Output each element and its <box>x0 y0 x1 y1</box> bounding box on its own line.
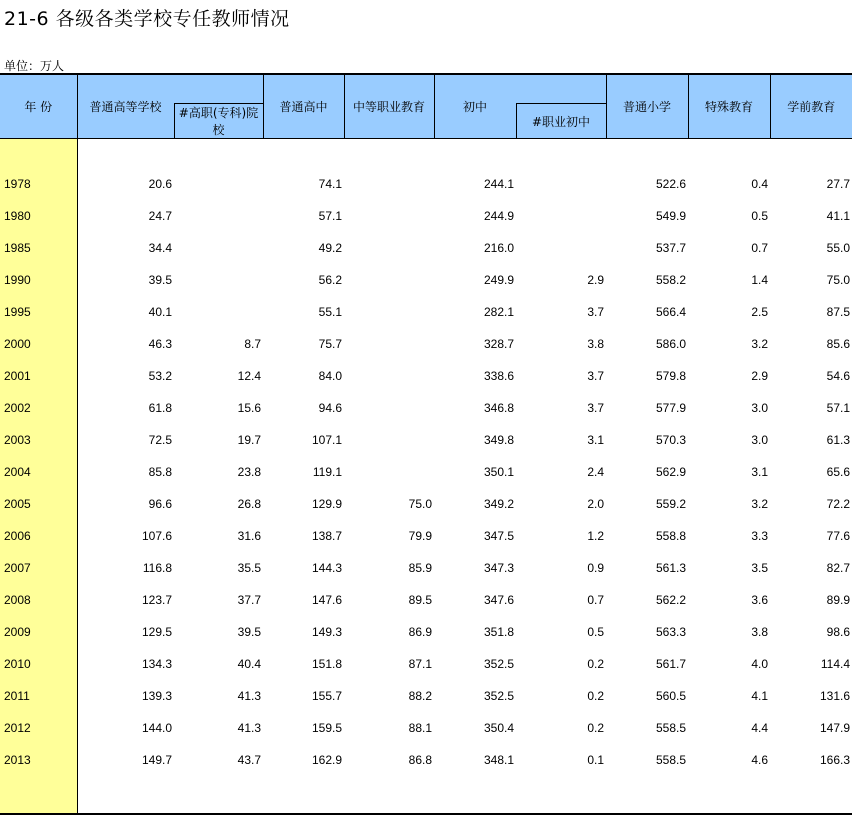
value-cell: 0.2 <box>587 657 604 671</box>
table-row <box>0 319 852 351</box>
value-cell: 86.9 <box>408 625 432 639</box>
value-cell: 537.7 <box>655 241 686 255</box>
value-cell: 129.9 <box>311 497 342 511</box>
value-cell: 98.6 <box>826 625 850 639</box>
value-cell <box>174 255 263 287</box>
table-row <box>0 575 852 607</box>
value-cell: 3.7 <box>587 305 604 319</box>
value-cell: 87.1 <box>408 657 432 671</box>
value-cell: 123.7 <box>141 593 172 607</box>
table-row <box>0 255 852 287</box>
value-cell: 134.3 <box>141 657 172 671</box>
header-senior-high: 普通高中 <box>263 74 344 139</box>
table-row <box>0 543 852 575</box>
value-cell: 166.3 <box>819 753 850 767</box>
value-cell: 46.3 <box>148 337 172 351</box>
value-cell: 35.5 <box>237 561 261 575</box>
value-cell: 3.7 <box>587 401 604 415</box>
value-cell: 8.7 <box>244 337 261 351</box>
header-spacer <box>516 74 606 104</box>
value-cell: 3.2 <box>751 497 768 511</box>
value-cell: 77.6 <box>826 529 850 543</box>
value-cell: 19.7 <box>237 433 261 447</box>
value-cell: 116.8 <box>142 561 172 575</box>
value-cell: 144.3 <box>311 561 342 575</box>
value-cell: 577.9 <box>655 401 686 415</box>
value-cell: 4.4 <box>751 721 768 735</box>
year-cell: 1990 <box>0 255 77 287</box>
value-cell: 559.2 <box>655 497 686 511</box>
value-cell: 347.3 <box>483 561 514 575</box>
value-cell: 20.6 <box>148 177 172 191</box>
value-cell: 350.1 <box>483 465 514 479</box>
value-cell: 57.1 <box>318 209 342 223</box>
value-cell: 570.3 <box>655 433 686 447</box>
value-cell: 0.5 <box>751 209 768 223</box>
year-cell: 2010 <box>0 639 77 671</box>
value-cell <box>344 351 434 383</box>
value-cell: 347.6 <box>483 593 514 607</box>
value-cell: 75.0 <box>408 497 432 511</box>
value-cell: 349.2 <box>483 497 514 511</box>
value-cell <box>174 223 263 255</box>
table-row <box>0 415 852 447</box>
value-cell: 24.7 <box>148 209 172 223</box>
value-cell: 3.6 <box>751 593 768 607</box>
value-cell: 351.8 <box>483 625 514 639</box>
value-cell: 3.3 <box>751 529 768 543</box>
value-cell <box>344 223 434 255</box>
value-cell: 347.5 <box>483 529 514 543</box>
value-cell: 0.7 <box>587 593 604 607</box>
value-cell: 87.5 <box>826 305 850 319</box>
value-cell: 107.6 <box>141 529 172 543</box>
value-cell: 3.5 <box>751 561 768 575</box>
header-higher: 普通高等学校 <box>77 74 174 139</box>
year-cell: 2008 <box>0 575 77 607</box>
header-higher-voc: #高职(专科)院校 <box>174 104 263 139</box>
value-cell: 244.1 <box>483 177 514 191</box>
value-cell: 55.1 <box>318 305 342 319</box>
year-cell: 1995 <box>0 287 77 319</box>
value-cell: 0.5 <box>587 625 604 639</box>
value-cell: 562.9 <box>655 465 686 479</box>
value-cell: 149.3 <box>311 625 342 639</box>
value-cell: 346.8 <box>483 401 514 415</box>
unit-label: 单位：万人 <box>4 59 65 73</box>
table-row <box>0 191 852 223</box>
year-cell: 2006 <box>0 511 77 543</box>
value-cell: 147.6 <box>311 593 342 607</box>
value-cell: 40.4 <box>237 657 261 671</box>
value-cell <box>344 415 434 447</box>
value-cell: 244.9 <box>483 209 514 223</box>
value-cell: 3.1 <box>587 433 604 447</box>
value-cell: 566.4 <box>655 305 686 319</box>
year-cell: 2004 <box>0 447 77 479</box>
value-cell: 57.1 <box>826 401 850 415</box>
value-cell: 39.5 <box>237 625 261 639</box>
value-cell: 129.5 <box>141 625 172 639</box>
value-cell: 107.1 <box>311 433 342 447</box>
value-cell: 352.5 <box>483 657 514 671</box>
value-cell: 34.4 <box>148 241 172 255</box>
value-cell: 549.9 <box>655 209 686 223</box>
value-cell: 55.0 <box>826 241 850 255</box>
header-primary: 普通小学 <box>606 74 688 139</box>
header-spacer <box>174 74 263 104</box>
value-cell: 74.1 <box>318 177 342 191</box>
value-cell: 84.0 <box>318 369 342 383</box>
table-row <box>0 735 852 767</box>
value-cell: 2.5 <box>751 305 768 319</box>
value-cell: 43.7 <box>237 753 261 767</box>
header-junior-high: 初中 <box>434 74 516 139</box>
value-cell: 41.1 <box>826 209 850 223</box>
value-cell <box>516 159 606 191</box>
table-row <box>0 447 852 479</box>
value-cell: 85.9 <box>408 561 432 575</box>
year-cell: 2007 <box>0 543 77 575</box>
value-cell <box>344 255 434 287</box>
table-row <box>0 159 852 191</box>
value-cell: 3.0 <box>751 401 768 415</box>
value-cell: 61.3 <box>826 433 850 447</box>
value-cell: 53.2 <box>148 369 172 383</box>
value-cell: 149.7 <box>141 753 172 767</box>
table-row <box>0 383 852 415</box>
value-cell: 349.8 <box>483 433 514 447</box>
value-cell: 75.7 <box>318 337 342 351</box>
value-cell: 61.8 <box>148 401 172 415</box>
value-cell: 350.4 <box>483 721 514 735</box>
value-cell: 82.7 <box>826 561 850 575</box>
value-cell: 2.9 <box>751 369 768 383</box>
value-cell: 0.9 <box>587 561 604 575</box>
value-cell: 56.2 <box>318 273 342 287</box>
value-cell: 162.9 <box>311 753 342 767</box>
value-cell: 558.5 <box>655 753 686 767</box>
value-cell: 119.1 <box>312 465 342 479</box>
year-cell: 2005 <box>0 479 77 511</box>
year-cell: 2011 <box>0 671 77 703</box>
value-cell <box>344 319 434 351</box>
value-cell: 0.4 <box>751 177 768 191</box>
value-cell <box>344 447 434 479</box>
value-cell: 86.8 <box>408 753 432 767</box>
value-cell: 39.5 <box>148 273 172 287</box>
header-year: 年 份 <box>0 74 77 139</box>
value-cell: 1.4 <box>751 273 768 287</box>
value-cell: 3.0 <box>751 433 768 447</box>
value-cell: 0.2 <box>587 721 604 735</box>
value-cell: 72.2 <box>826 497 850 511</box>
year-cell: 1978 <box>0 159 77 191</box>
year-cell: 2012 <box>0 703 77 735</box>
value-cell: 282.1 <box>483 305 514 319</box>
header-special: 特殊教育 <box>688 74 770 139</box>
value-cell: 26.8 <box>237 497 261 511</box>
value-cell: 40.1 <box>148 305 172 319</box>
year-cell: 2009 <box>0 607 77 639</box>
header-secondary-voc: 中等职业教育 <box>344 74 434 139</box>
value-cell: 151.8 <box>311 657 342 671</box>
value-cell: 3.1 <box>751 465 768 479</box>
table-row <box>0 607 852 639</box>
table-row <box>0 287 852 319</box>
value-cell: 352.5 <box>483 689 514 703</box>
value-cell: 558.5 <box>655 721 686 735</box>
value-cell <box>174 159 263 191</box>
value-cell: 563.3 <box>655 625 686 639</box>
value-cell <box>516 191 606 223</box>
year-cell: 1985 <box>0 223 77 255</box>
table-row <box>0 351 852 383</box>
table-row <box>0 479 852 511</box>
value-cell: 560.5 <box>655 689 686 703</box>
value-cell: 88.2 <box>408 689 432 703</box>
value-cell: 561.7 <box>655 657 686 671</box>
year-cell: 1980 <box>0 191 77 223</box>
value-cell: 31.6 <box>237 529 261 543</box>
year-cell: 2000 <box>0 319 77 351</box>
table-row <box>0 511 852 543</box>
value-cell: 89.5 <box>408 593 432 607</box>
table-row <box>0 703 852 735</box>
value-cell: 2.0 <box>587 497 604 511</box>
teachers-table <box>0 73 852 815</box>
value-cell: 144.0 <box>141 721 172 735</box>
value-cell: 579.8 <box>655 369 686 383</box>
value-cell: 49.2 <box>318 241 342 255</box>
year-cell: 2002 <box>0 383 77 415</box>
value-cell: 155.7 <box>311 689 342 703</box>
value-cell: 12.4 <box>237 369 261 383</box>
value-cell: 562.2 <box>655 593 686 607</box>
value-cell: 0.2 <box>587 689 604 703</box>
value-cell <box>344 159 434 191</box>
value-cell: 138.7 <box>311 529 342 543</box>
bottom-row <box>0 767 852 814</box>
table-row <box>0 639 852 671</box>
value-cell: 0.7 <box>751 241 768 255</box>
value-cell <box>174 191 263 223</box>
value-cell: 1.2 <box>587 529 604 543</box>
value-cell: 216.0 <box>483 241 514 255</box>
value-cell <box>516 223 606 255</box>
value-cell: 41.3 <box>237 689 261 703</box>
year-cell: 2003 <box>0 415 77 447</box>
value-cell: 2.4 <box>587 465 604 479</box>
value-cell: 15.6 <box>237 401 261 415</box>
value-cell: 4.1 <box>751 689 768 703</box>
value-cell: 27.7 <box>826 177 850 191</box>
value-cell: 3.2 <box>751 337 768 351</box>
value-cell: 75.0 <box>826 273 850 287</box>
value-cell: 65.6 <box>826 465 850 479</box>
spacer-row <box>0 139 852 160</box>
value-cell: 131.6 <box>819 689 850 703</box>
page-title: 21-6 各级各类学校专任教师情况 <box>4 8 290 30</box>
table-row <box>0 671 852 703</box>
value-cell: 586.0 <box>655 337 686 351</box>
value-cell: 3.7 <box>587 369 604 383</box>
value-cell: 3.8 <box>751 625 768 639</box>
year-cell: 2001 <box>0 351 77 383</box>
value-cell: 96.6 <box>148 497 172 511</box>
value-cell: 348.1 <box>483 753 514 767</box>
value-cell: 114.4 <box>820 657 850 671</box>
value-cell: 139.3 <box>141 689 172 703</box>
value-cell: 159.5 <box>311 721 342 735</box>
value-cell: 85.6 <box>826 337 850 351</box>
value-cell: 147.9 <box>819 721 850 735</box>
value-cell: 4.6 <box>751 753 768 767</box>
value-cell <box>344 191 434 223</box>
value-cell: 3.8 <box>587 337 604 351</box>
value-cell: 558.8 <box>655 529 686 543</box>
year-cell: 2013 <box>0 735 77 767</box>
table-row <box>0 223 852 255</box>
value-cell: 4.0 <box>751 657 768 671</box>
value-cell: 338.6 <box>483 369 514 383</box>
value-cell: 23.8 <box>237 465 261 479</box>
value-cell: 37.7 <box>237 593 261 607</box>
value-cell: 41.3 <box>237 721 261 735</box>
value-cell: 561.3 <box>655 561 686 575</box>
value-cell: 54.6 <box>826 369 850 383</box>
value-cell: 72.5 <box>148 433 172 447</box>
value-cell: 328.7 <box>483 337 514 351</box>
value-cell: 79.9 <box>408 529 432 543</box>
header-junior-voc: #职业初中 <box>516 104 606 139</box>
value-cell: 89.9 <box>826 593 850 607</box>
value-cell: 2.9 <box>587 273 604 287</box>
value-cell <box>344 383 434 415</box>
value-cell <box>174 287 263 319</box>
value-cell: 558.2 <box>655 273 686 287</box>
value-cell: 249.9 <box>483 273 514 287</box>
header-preschool: 学前教育 <box>770 74 852 139</box>
value-cell: 522.6 <box>655 177 686 191</box>
value-cell: 85.8 <box>148 465 172 479</box>
value-cell: 0.1 <box>587 753 604 767</box>
value-cell: 94.6 <box>318 401 342 415</box>
value-cell: 88.1 <box>408 721 432 735</box>
value-cell <box>344 287 434 319</box>
